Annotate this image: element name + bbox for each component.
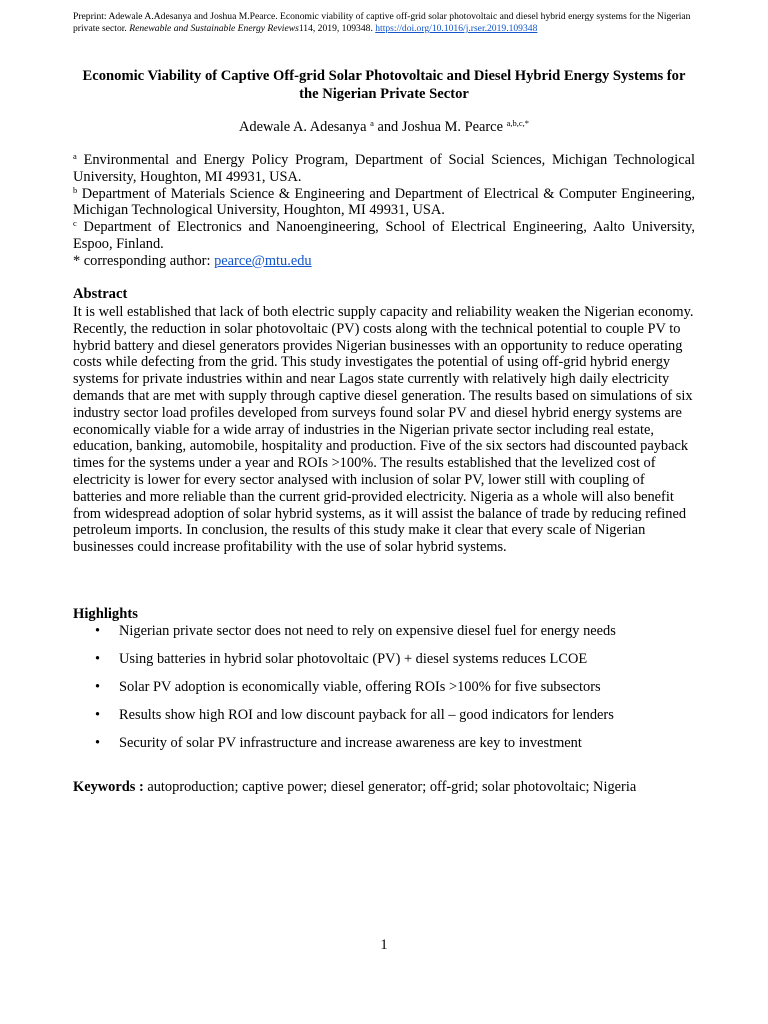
highlights-list <box>73 622 695 762</box>
author-1: Adewale A. Adesanya <box>239 119 367 135</box>
page-number: 1 <box>380 937 388 953</box>
journal-name: Renewable and Sustainable Energy Reviews <box>129 23 299 35</box>
highlight-item <box>73 734 695 762</box>
highlight-text: Security of solar PV infrastructure and increase awareness are key to investment <box>119 735 582 751</box>
bullet-icon: • <box>95 679 101 695</box>
affiliation-text: Department of Electronics and Nanoengineering, School of Electrical Engineering, Aalto University, Espoo, Finland. <box>73 219 695 252</box>
affiliation-mark: c <box>73 218 77 229</box>
doi-link[interactable]: https://doi.org/10.1016/j.rser.2019.109348 <box>375 23 538 35</box>
bullet-icon: • <box>95 735 101 751</box>
highlight-item <box>73 706 695 734</box>
corresponding-email-link[interactable]: pearce@mtu.edu <box>214 252 312 269</box>
citation-details: 114, 2019, 109348. <box>298 23 376 35</box>
highlight-text: Nigerian private sector does not need to rely on expensive diesel fuel for energy needs <box>119 623 616 639</box>
affiliations <box>73 152 695 270</box>
keywords-text: autoproduction; captive power; diesel generator; off-grid; solar photovoltaic; Nigeria <box>147 779 637 795</box>
author-line <box>73 118 695 136</box>
paper-title: Economic Viability of Captive Off-grid Solar Photovoltaic and Diesel Hybrid Energy Systems for the Nigerian Private Sector <box>82 68 686 102</box>
affiliation-text: Environmental and Energy Policy Program, Department of Social Sciences, Michigan Technological University, Houghton, MI 49931, USA. <box>73 152 695 185</box>
corresponding-label: * corresponding author: <box>73 252 215 269</box>
highlight-text: Results show high ROI and low discount payback for all – good indicators for lenders <box>119 707 614 723</box>
author-2: and Joshua M. Pearce <box>373 119 503 135</box>
bullet-icon: • <box>95 651 101 667</box>
affiliation-text: Department of Materials Science & Engineering and Department of Electrical & Computer Engineering, Michigan Technological University, Houghton, MI 49931, USA. <box>73 185 695 219</box>
bullet-icon: • <box>95 623 101 639</box>
affiliation-c <box>73 219 695 253</box>
keywords-label: Keywords : <box>73 779 148 795</box>
abstract-text: It is well established that lack of both electric supply capacity and reliability weaken the Nigerian economy. Recently, the reduction in solar photovoltaic (PV) costs along with the technical potential to couple PV to hybrid battery and diesel generators provides Nigerian businesses with an opportunity to reduce operating costs while defecting from the grid. This study investigates the potential of using off-grid hybrid energy systems for private industries within and near Lagos state currently with relatively high daily electricity demands that are met with supply through captive diesel generation. The results based on simulations of six industry sector load profiles developed from surveys found solar PV and diesel hybrid energy systems are economically viable for a wide array of industries in the Nigerian private sector including real estate, education, banking, automobile, hospitality and production. Five of the six sectors had discounted payback times for the systems under a year and ROIs >100%. The results established that the levelized cost of electricity is lower for every sector analysed with inclusion of solar PV, lower still with coupling of batteries and more reliable than the current grid-provided electricity. Nigeria as a whole will also benefit from widespread adoption of solar hybrid systems, as it will assist the balance of trade by reducing refined petroleum imports. In conclusion, the results of this study make it clear that every scale of Nigerian businesses could increase profitability with the use of solar hybrid systems. <box>73 304 694 556</box>
highlight-item <box>73 650 695 678</box>
highlight-item <box>73 622 695 650</box>
corresponding-author <box>73 253 695 270</box>
highlight-item <box>73 678 695 706</box>
bullet-icon: • <box>95 707 101 723</box>
author-2-affil-mark: a,b,c,* <box>506 118 529 128</box>
highlight-text: Using batteries in hybrid solar photovoltaic (PV) + diesel systems reduces LCOE <box>119 651 588 667</box>
abstract-heading: Abstract <box>73 286 128 302</box>
keywords <box>73 778 695 796</box>
affiliation-b <box>73 186 695 220</box>
affiliation-a <box>73 152 695 186</box>
preprint-citation <box>73 11 695 35</box>
preprint-text: Preprint: Adewale A.Adesanya and Joshua M.Pearce. Economic viability of captive off-grid solar photovoltaic and diesel hybrid energy systems for the Nigerian private sector. <box>73 11 691 35</box>
author-1-affil-mark: a <box>370 118 374 128</box>
highlights-heading: Highlights <box>73 606 138 622</box>
affiliation-mark: b <box>73 184 78 195</box>
affiliation-mark: a <box>73 151 77 161</box>
highlight-text: Solar PV adoption is economically viable, offering ROIs >100% for five subsectors <box>119 679 601 695</box>
